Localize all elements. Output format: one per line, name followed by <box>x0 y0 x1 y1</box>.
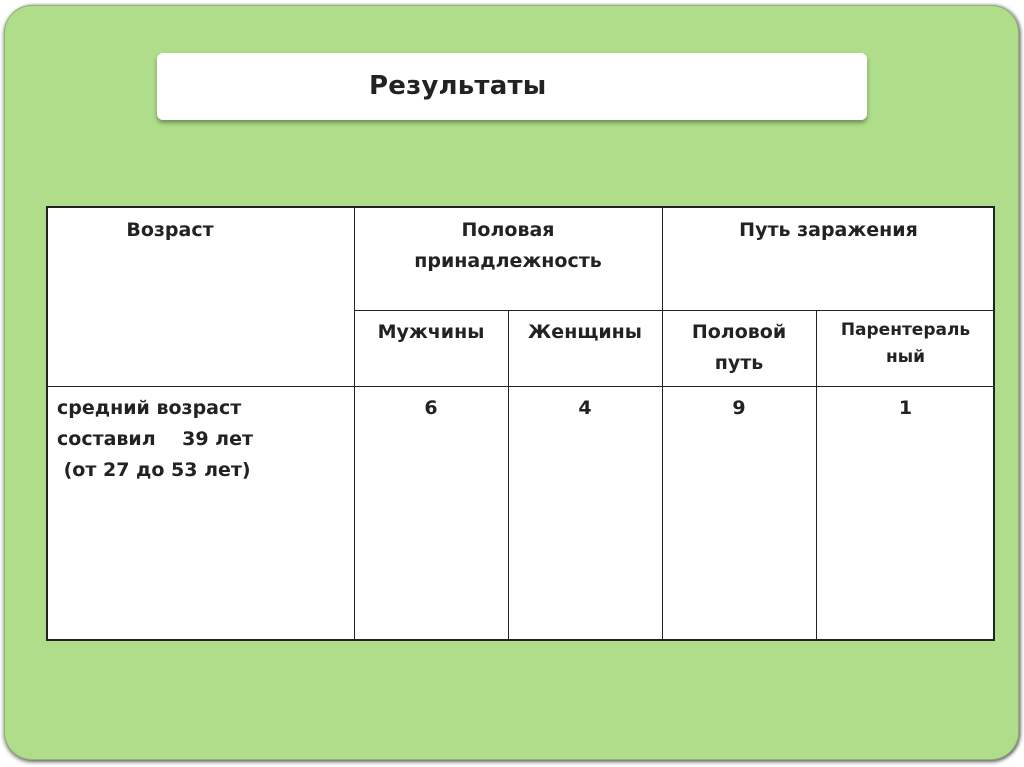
header-gender-line2: принадлежность <box>414 250 602 272</box>
age-summary-line2: составил 39 лет <box>57 428 253 450</box>
value-sexual: 9 <box>732 397 746 419</box>
subheader-sexual-line2: путь <box>714 352 764 374</box>
subheader-women: Женщины <box>528 321 642 343</box>
table-divider-header <box>48 386 995 387</box>
value-men: 6 <box>424 397 438 419</box>
header-gender-line1: Половая <box>461 219 555 241</box>
header-infection-route: Путь заражения <box>739 219 918 241</box>
table-divider-gender <box>508 310 509 639</box>
age-summary-line3: (от 27 до 53 лет) <box>57 459 251 481</box>
value-women: 4 <box>578 397 592 419</box>
age-summary-line1: средний возраст <box>57 397 242 419</box>
title-box <box>157 53 867 120</box>
header-age: Возраст <box>126 219 214 241</box>
subheader-men: Мужчины <box>377 321 485 343</box>
subheader-sexual-line1: Половой <box>691 321 787 343</box>
value-parenteral: 1 <box>898 397 913 419</box>
slide-title: Результаты <box>369 71 547 101</box>
table-divider-subheader <box>354 310 995 311</box>
subheader-parenteral-line2: ный <box>885 347 926 367</box>
subheader-parenteral-line1: Парентераль <box>840 320 971 340</box>
results-table <box>46 206 995 641</box>
